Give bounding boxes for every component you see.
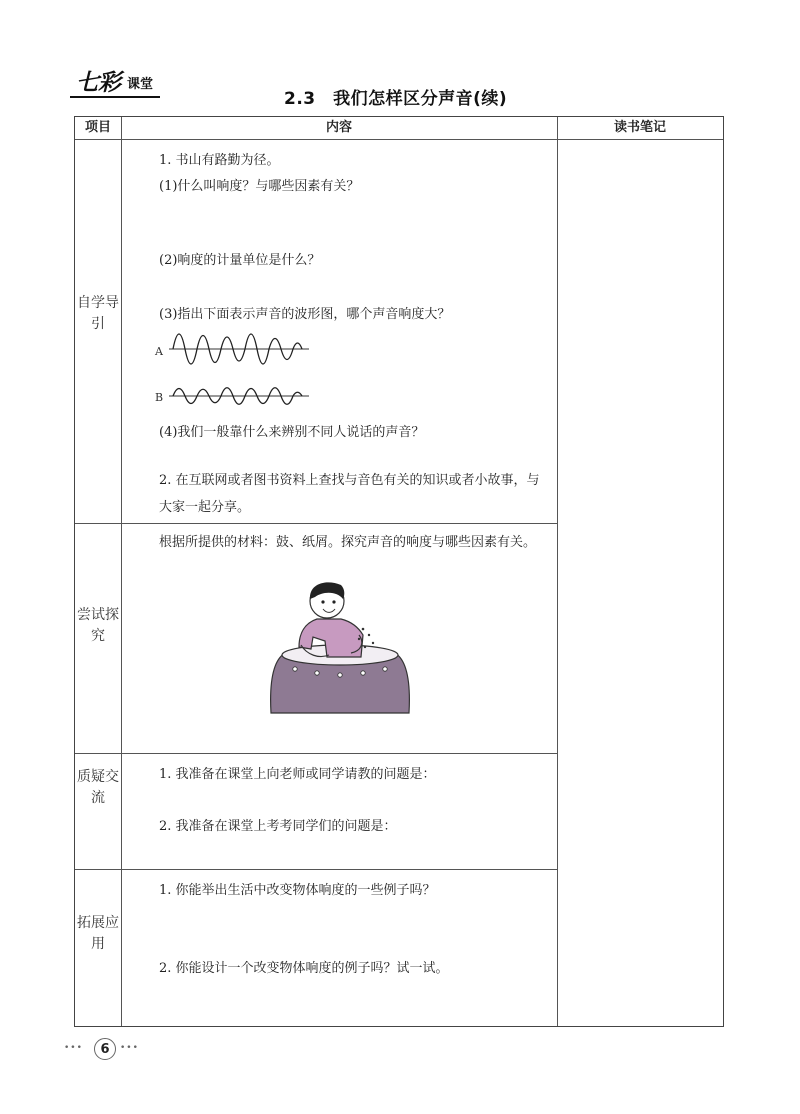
row-divider (75, 523, 557, 524)
question-1-3: (3)指出下面表示声音的波形图，哪个声音响度大？ (159, 307, 451, 322)
col-divider (121, 117, 122, 1026)
page-number: 6 (94, 1038, 116, 1060)
row-divider (75, 753, 557, 754)
col-header-item: 项目 (84, 120, 111, 135)
discuss-question-2: 2. 我准备在课堂上考考同学们的问题是： (159, 819, 397, 834)
question-1-1: (1)什么叫响度？与哪些因素有关？ (159, 179, 360, 194)
question-1-4: (4)我们一般靠什么来辨别不同人说话的声音？ (159, 425, 425, 440)
discuss-question-1: 1. 我准备在课堂上向老师或同学请教的问题是： (159, 767, 436, 782)
col-divider (557, 117, 558, 1026)
page-title: 2.3 我们怎样区分声音(续) (284, 89, 508, 109)
section-label-apply: 拓展应用 (77, 915, 119, 952)
apply-question-1: 1. 你能举出生活中改变物体响度的一些例子吗？ (159, 883, 436, 898)
dots-right: ••• (120, 1043, 139, 1053)
boy-drum-illustration (265, 577, 415, 717)
logo-script: 七彩 (76, 69, 120, 96)
col-header-notes: 读书笔记 (613, 120, 666, 135)
study-table (74, 116, 724, 1027)
dots-left: ••• (64, 1043, 83, 1053)
apply-question-2: 2. 你能设计一个改变物体响度的例子吗？试一试。 (159, 961, 449, 976)
logo-word: 课堂 (127, 77, 154, 92)
brand-logo (76, 68, 162, 94)
question-1-2: (2)响度的计量单位是什么？ (159, 253, 321, 268)
waveform-label-a: A (155, 345, 163, 358)
section-label-discuss: 质疑交流 (77, 769, 119, 806)
waveform-a (169, 327, 309, 371)
waveform-b (169, 381, 309, 411)
row-divider (75, 139, 723, 140)
explore-instruction: 根据所提供的材料：鼓、纸屑。探究声音的响度与哪些因素有关。 (159, 535, 537, 550)
waveform-label-b: B (155, 391, 164, 404)
question-1-heading: 1. 书山有路勤为径。 (159, 153, 280, 168)
question-2: 2. 在互联网或者图书资料上查找与音色有关的知识或者小故事，与大家一起分享。 (159, 473, 540, 515)
page-number-badge (64, 1038, 144, 1060)
section-label-self-study: 自学导引 (77, 295, 119, 332)
section-label-explore: 尝试探究 (77, 607, 119, 644)
col-header-content: 内容 (325, 120, 352, 135)
row-divider (75, 869, 557, 870)
